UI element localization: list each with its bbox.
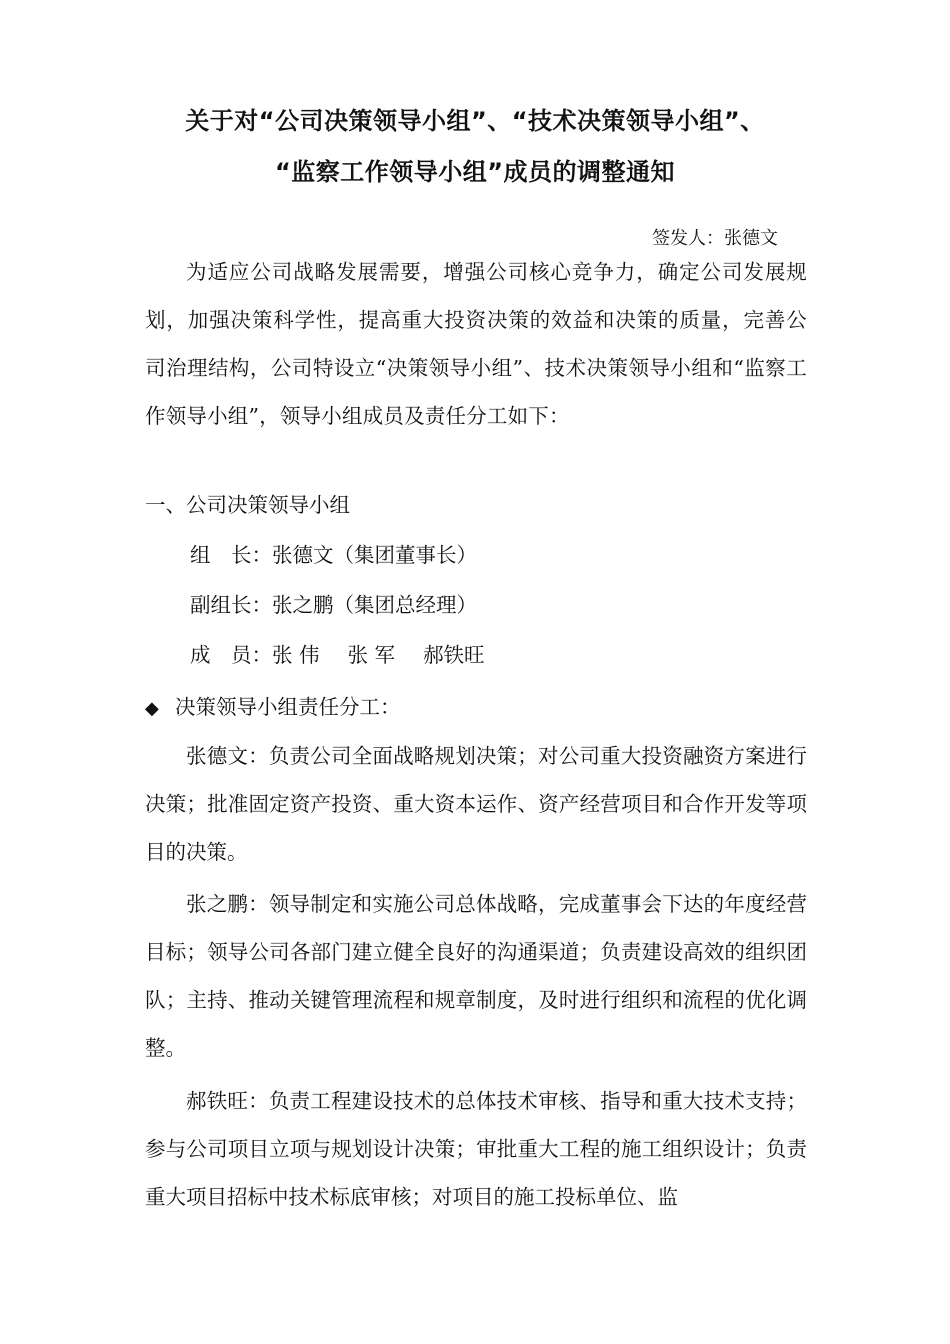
diamond-bullet-icon: ◆: [145, 698, 159, 719]
intro-paragraph: 为适应公司战略发展需要，增强公司核心竞争力，确定公司发展规划，加强决策科学性，提高重大投资决策的效益和决策的质量，完善公司治理结构，公司特设立“决策领导小组”、技术决策领导小组和“监察工作领导小组”，领导小组成员及责任分工如下：: [145, 260, 807, 428]
deputy-value: 张之鹏（集团总经理）: [272, 593, 477, 617]
issuer-signature: 签发人：张德文: [652, 228, 778, 249]
member-row-members: [190, 638, 513, 668]
duty-paragraph-hao-tiewang: 郝铁旺：负责工程建设技术的总体技术审核、指导和重大技术支持；参与公司项目立项与规划设计决策；审批重大工程的施工组织设计；负责重大项目招标中技术标底审核；对项目的施工投标单位、监: [145, 1089, 807, 1209]
leader-label: 组 长：: [190, 543, 272, 567]
member-name: 张 伟: [272, 643, 320, 667]
duty-paragraph-zhang-dewen: 张德文：负责公司全面战略规划决策；对公司重大投资融资方案进行决策；批准固定资产投资、重大资本运作、资产经营项目和合作开发等项目的决策。: [145, 744, 807, 864]
duties-heading: [145, 690, 401, 720]
member-name: 张 军: [347, 643, 396, 667]
document-title-line-2: “监察工作领导小组”成员的调整通知: [274, 158, 676, 186]
duties-heading-text: 决策领导小组责任分工：: [175, 695, 401, 719]
duty-paragraph-zhang-zhipeng: 张之鹏：领导制定和实施公司总体战略，完成董事会下达的年度经营目标；领导公司各部门建立健全良好的沟通渠道；负责建设高效的组织团队；主持、推动关键管理流程和规章制度，及时进行组织和流程的优化调整。: [145, 892, 807, 1060]
members-list: [272, 643, 513, 667]
member-row-leader: [190, 538, 477, 568]
member-name: 郝铁旺: [423, 643, 485, 667]
section-heading-decision-group: 一、公司决策领导小组: [145, 493, 350, 517]
deputy-label: 副组长：: [190, 593, 272, 617]
members-label: 成 员：: [190, 643, 272, 667]
leader-value: 张德文（集团董事长）: [272, 543, 477, 567]
document-title-line-1: 关于对“公司决策领导小组”、“技术决策领导小组”、: [185, 107, 765, 135]
member-row-deputy: [190, 588, 477, 618]
